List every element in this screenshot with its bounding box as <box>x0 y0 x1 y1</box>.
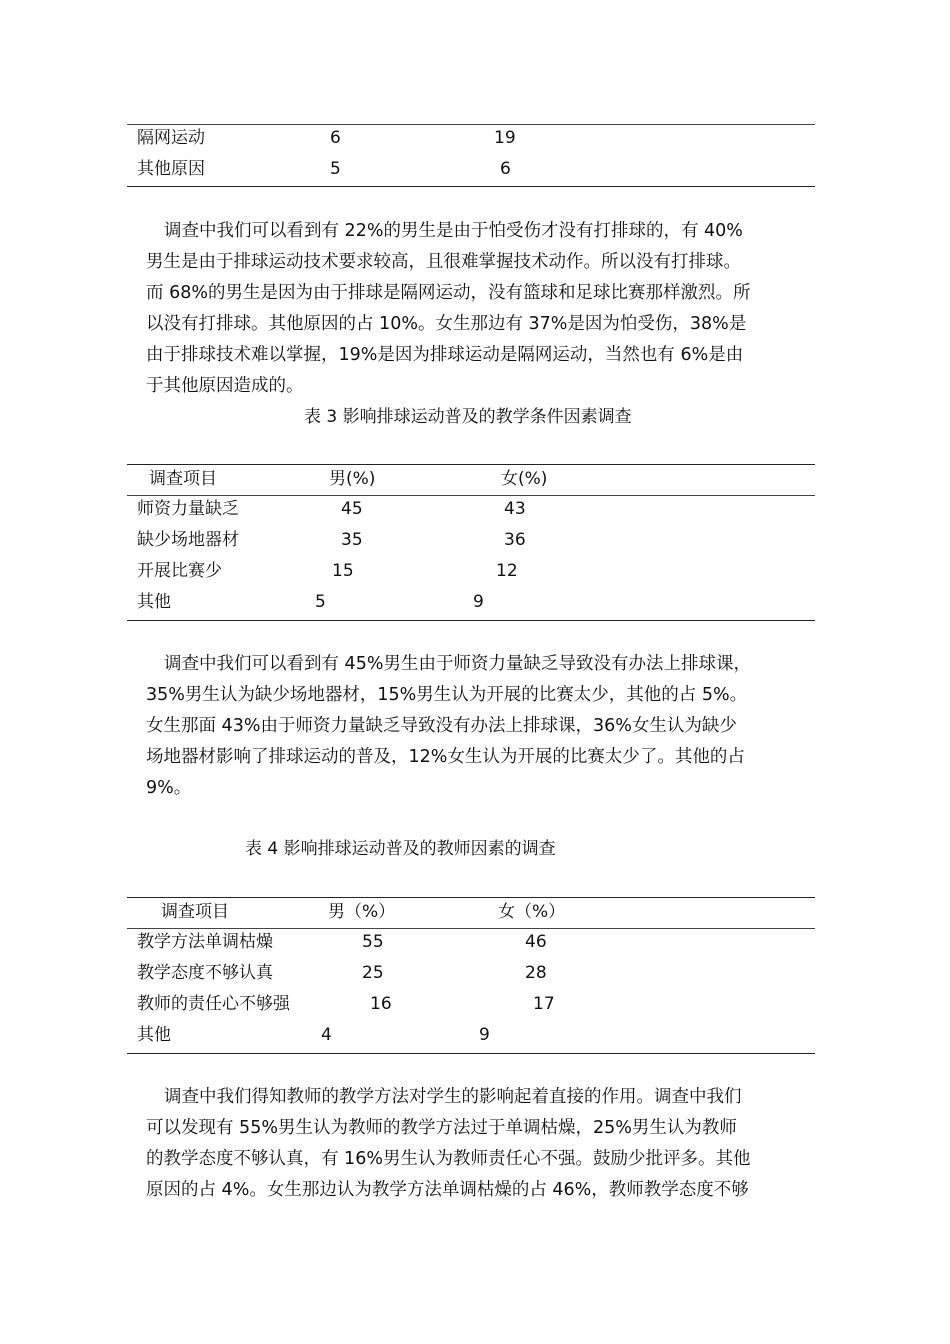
table-cell-male: 45 <box>341 499 363 519</box>
paragraph-line: 女生那面 43%由于师资力量缺乏导致没有办法上排球课，36%女生认为缺少 <box>146 716 737 736</box>
table-cell-male: 16 <box>370 994 392 1014</box>
table-cell-female: 46 <box>525 932 547 952</box>
table-cell-male: 55 <box>362 932 384 952</box>
table-rule <box>127 897 815 898</box>
table-cell-item: 师资力量缺乏 <box>137 499 239 519</box>
table-cell-female: 17 <box>533 994 555 1014</box>
table-cell-item: 缺少场地器材 <box>137 530 239 550</box>
table-cell-item: 隔网运动 <box>137 128 205 148</box>
paragraph-1 <box>146 216 826 402</box>
table-header-item: 调查项目 <box>149 469 217 489</box>
table-cell-male: 5 <box>330 159 341 179</box>
table-cell-male: 4 <box>321 1025 332 1045</box>
table-rule <box>127 186 815 187</box>
table-cell-item: 其他 <box>137 592 171 612</box>
table-cell-item: 其他 <box>137 1025 171 1045</box>
paragraph-line: 场地器材影响了排球运动的普及，12%女生认为开展的比赛太少了。其他的占 <box>146 747 745 767</box>
table-header-female: 女（%） <box>498 902 566 922</box>
paragraph-line: 可以发现有 55%男生认为教师的教学方法过于单调枯燥，25%男生认为教师 <box>146 1118 737 1138</box>
table-cell-male: 25 <box>362 963 384 983</box>
paragraph-line: 35%男生认为缺少场地器材，15%男生认为开展的比赛太少，其他的占 5%。 <box>146 685 748 705</box>
table-cell-male: 5 <box>315 592 326 612</box>
paragraph-line: 于其他原因造成的。 <box>146 376 304 396</box>
table-header-female: 女(%) <box>501 469 548 489</box>
table-cell-female: 43 <box>504 499 526 519</box>
table-rule <box>127 124 815 125</box>
table-cell-female: 9 <box>473 592 484 612</box>
table-2-tail <box>127 124 815 188</box>
table-rule <box>127 464 815 465</box>
table-header-male: 男（%） <box>328 902 396 922</box>
paragraph-line: 9%。 <box>146 778 192 798</box>
table-cell-male: 6 <box>330 128 341 148</box>
paragraph-3 <box>146 1082 826 1206</box>
table-cell-female: 36 <box>504 530 526 550</box>
paragraph-line: 由于排球技术难以掌握，19%是因为排球运动是隔网运动，当然也有 6%是由 <box>146 345 744 365</box>
table-cell-female: 19 <box>494 128 516 148</box>
table-rule <box>127 1053 815 1054</box>
table-cell-item: 其他原因 <box>137 159 205 179</box>
table-cell-male: 15 <box>332 561 354 581</box>
table-cell-female: 6 <box>500 159 511 179</box>
table-cell-female: 12 <box>496 561 518 581</box>
paragraph-line: 原因的占 4%。女生那边认为教学方法单调枯燥的占 46%，教师教学态度不够 <box>146 1180 749 1200</box>
paragraph-line: 调查中我们得知教师的教学方法对学生的影响起着直接的作用。调查中我们 <box>164 1087 742 1107</box>
table-3-caption: 表 3 影响排球运动普及的教学条件因素调查 <box>304 407 632 427</box>
paragraph-line: 的教学态度不够认真，有 16%男生认为教师责任心不强。鼓励少批评多。其他 <box>146 1149 751 1169</box>
paragraph-line: 而 68%的男生是因为由于排球是隔网运动，没有篮球和足球比赛那样激烈。所 <box>146 283 751 303</box>
table-cell-item: 教师的责任心不够强 <box>137 994 290 1014</box>
table-3 <box>127 464 815 622</box>
table-rule <box>127 928 815 929</box>
table-cell-item: 教学态度不够认真 <box>137 963 273 983</box>
table-cell-female: 28 <box>525 963 547 983</box>
paragraph-line: 以没有打排球。其他原因的占 10%。女生那边有 37%是因为怕受伤，38%是 <box>146 314 747 334</box>
table-rule <box>127 620 815 621</box>
table-cell-male: 35 <box>341 530 363 550</box>
paragraph-line: 男生是由于排球运动技术要求较高，且很难掌握技术动作。所以没有打排球。 <box>146 252 741 272</box>
table-4-caption: 表 4 影响排球运动普及的教师因素的调查 <box>245 839 556 859</box>
table-cell-item: 开展比赛少 <box>137 561 222 581</box>
paragraph-line: 调查中我们可以看到有 45%男生由于师资力量缺乏导致没有办法上排球课， <box>164 654 751 674</box>
table-header-male: 男(%) <box>329 469 376 489</box>
paragraph-line: 调查中我们可以看到有 22%的男生是由于怕受伤才没有打排球的，有 40% <box>164 221 743 241</box>
table-rule <box>127 495 815 496</box>
table-cell-female: 9 <box>479 1025 490 1045</box>
table-4 <box>127 897 815 1055</box>
table-header-item: 调查项目 <box>161 902 229 922</box>
table-cell-item: 教学方法单调枯燥 <box>137 932 273 952</box>
paragraph-2 <box>146 649 826 804</box>
